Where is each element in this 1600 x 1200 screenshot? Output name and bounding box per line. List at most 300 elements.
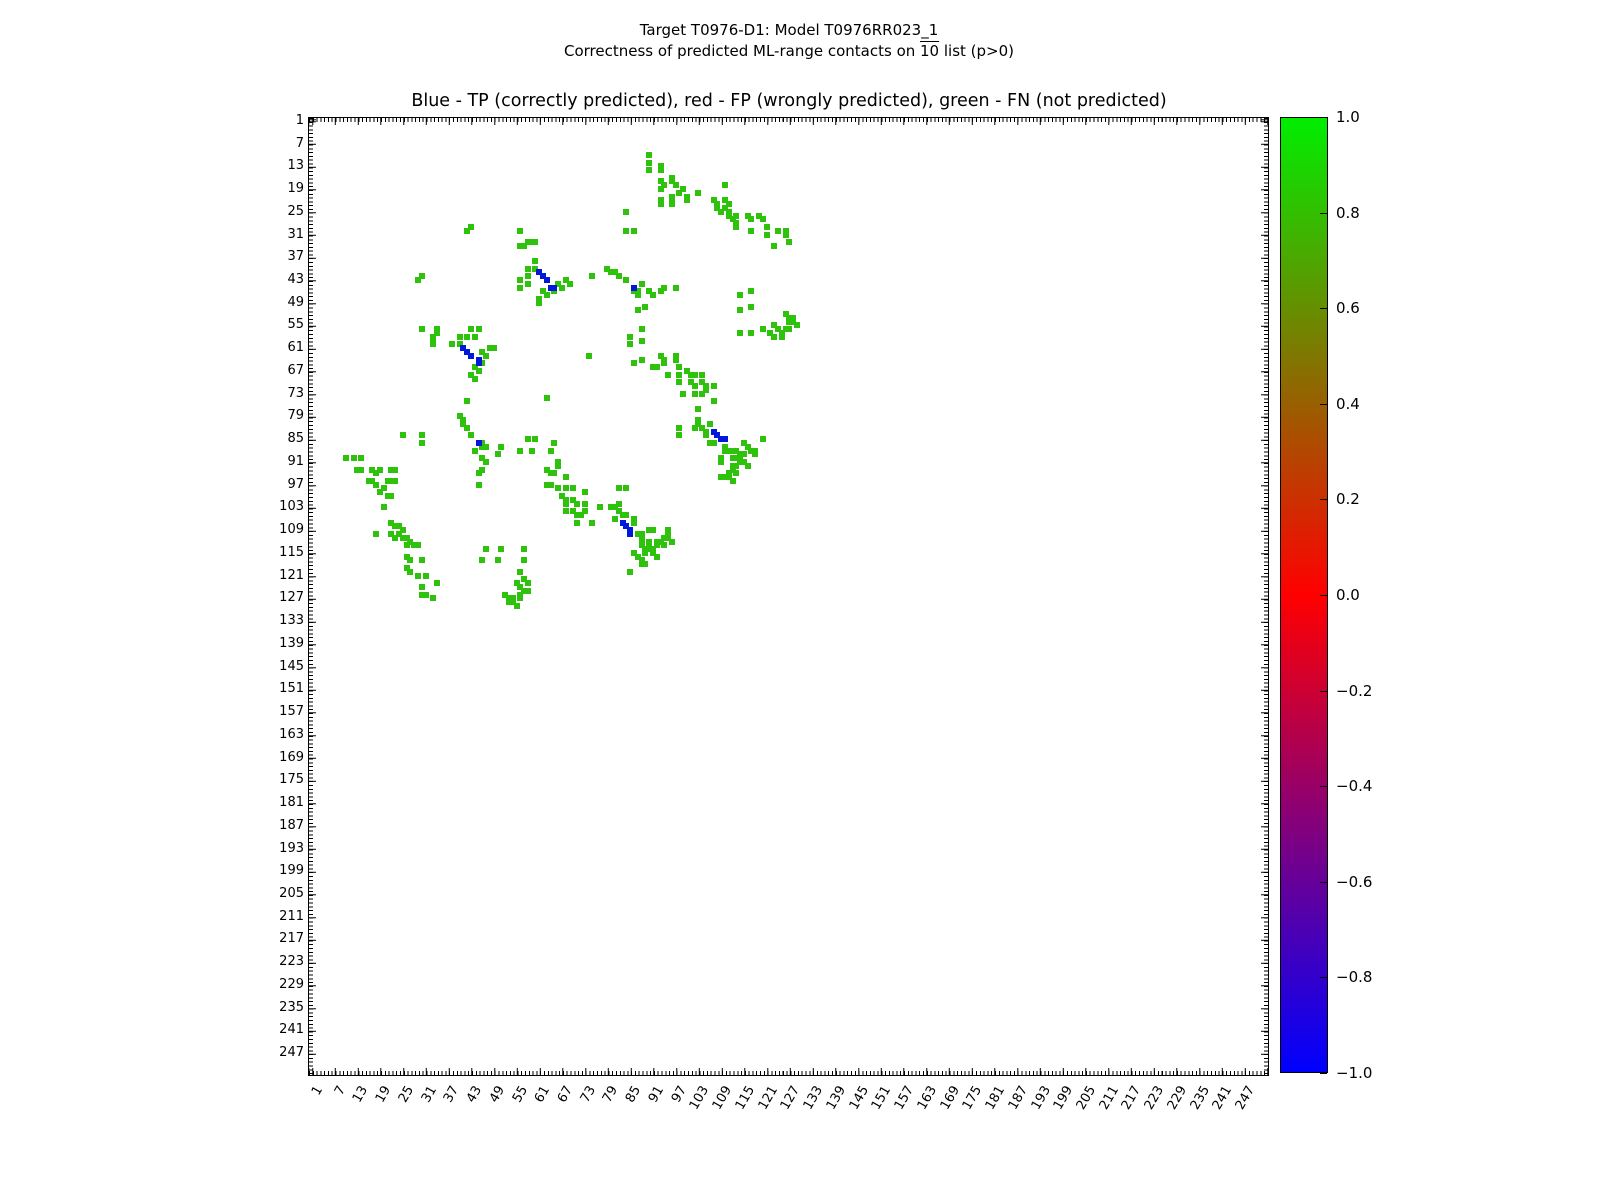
x-tick-label: 1 bbox=[308, 1083, 326, 1099]
scatter-point-fn bbox=[567, 281, 573, 287]
x-tick-label: 13 bbox=[350, 1083, 372, 1106]
y-tick-label: 229 bbox=[279, 976, 304, 992]
scatter-point-fn bbox=[718, 209, 724, 215]
y-axis-major-ticks-left bbox=[309, 118, 316, 1075]
scatter-point-fn bbox=[737, 307, 743, 313]
x-tick-label: 193 bbox=[1028, 1083, 1054, 1113]
scatter-point-fn bbox=[658, 201, 664, 207]
scatter-point-fn bbox=[517, 228, 523, 234]
scatter-point-fn bbox=[559, 285, 565, 291]
scatter-point-fn bbox=[695, 406, 701, 412]
scatter-point-fn bbox=[392, 478, 398, 484]
colorbar-tick bbox=[1320, 499, 1327, 500]
scatter-point-fn bbox=[733, 224, 739, 230]
y-tick-label: 109 bbox=[279, 522, 304, 538]
scatter-point-fn bbox=[563, 485, 569, 491]
scatter-point-fn bbox=[779, 334, 785, 340]
scatter-point-fn bbox=[381, 485, 387, 491]
scatter-point-fn bbox=[771, 243, 777, 249]
y-tick-label: 37 bbox=[287, 249, 304, 265]
scatter-point-fn bbox=[574, 501, 580, 507]
scatter-point-fn bbox=[684, 197, 690, 203]
scatter-point-fn bbox=[495, 557, 501, 563]
scatter-point-fn bbox=[745, 463, 751, 469]
scatter-point-fn bbox=[532, 258, 538, 264]
scatter-point-fn bbox=[373, 531, 379, 537]
y-tick-label: 163 bbox=[279, 726, 304, 742]
scatter-point-fn bbox=[400, 527, 406, 533]
scatter-point-fn bbox=[563, 501, 569, 507]
scatter-point-fn bbox=[464, 425, 470, 431]
scatter-point-fn bbox=[430, 341, 436, 347]
scatter-point-fn bbox=[415, 573, 421, 579]
colorbar-tick bbox=[1320, 1073, 1327, 1074]
scatter-point-fn bbox=[771, 334, 777, 340]
scatter-point-fn bbox=[555, 463, 561, 469]
y-tick-label: 151 bbox=[279, 681, 304, 697]
y-tick-label: 67 bbox=[287, 362, 304, 378]
scatter-point-fn bbox=[419, 326, 425, 332]
scatter-point-fn bbox=[468, 224, 474, 230]
scatter-point-fn bbox=[627, 334, 633, 340]
scatter-point-fn bbox=[775, 228, 781, 234]
scatter-point-fn bbox=[544, 395, 550, 401]
scatter-point-fn bbox=[506, 599, 512, 605]
x-tick-label: 151 bbox=[869, 1083, 895, 1113]
scatter-point-fn bbox=[525, 266, 531, 272]
scatter-point-fn bbox=[703, 387, 709, 393]
scatter-point-fn bbox=[786, 239, 792, 245]
colorbar-tick-label: −0.8 bbox=[1336, 968, 1373, 987]
scatter-point-fn bbox=[476, 470, 482, 476]
scatter-point-fn bbox=[457, 334, 463, 340]
x-tick-label: 199 bbox=[1050, 1083, 1077, 1113]
x-tick-label: 43 bbox=[463, 1083, 486, 1106]
y-tick-label: 181 bbox=[279, 795, 304, 810]
x-tick-label: 133 bbox=[800, 1083, 827, 1113]
scatter-point-fn bbox=[760, 326, 766, 332]
scatter-point-tp bbox=[627, 531, 633, 537]
scatter-point-fn bbox=[517, 569, 523, 575]
y-tick-label: 199 bbox=[279, 863, 304, 879]
scatter-point-tp bbox=[551, 285, 557, 291]
x-tick-label: 211 bbox=[1096, 1083, 1122, 1113]
scatter-point-fn bbox=[661, 285, 667, 291]
scatter-point-fn bbox=[646, 152, 652, 158]
scatter-point-fn bbox=[616, 273, 622, 279]
scatter-point-fn bbox=[464, 398, 470, 404]
scatter-point-fn bbox=[472, 334, 478, 340]
scatter-point-fn bbox=[464, 334, 470, 340]
scatter-point-fn bbox=[669, 201, 675, 207]
colorbar-tick bbox=[1320, 308, 1327, 309]
x-tick-label: 109 bbox=[709, 1083, 736, 1113]
plot-area bbox=[308, 117, 1269, 1076]
scatter-point-fn bbox=[483, 444, 489, 450]
scatter-point-fn bbox=[351, 455, 357, 461]
scatter-point-fn bbox=[639, 281, 645, 287]
scatter-point-fn bbox=[419, 557, 425, 563]
scatter-point-fn bbox=[631, 228, 637, 234]
scatter-point-fn bbox=[525, 580, 531, 586]
x-tick-label: 229 bbox=[1164, 1083, 1191, 1113]
scatter-point-fn bbox=[419, 584, 425, 590]
y-tick-label: 97 bbox=[287, 476, 304, 492]
scatter-point-fn bbox=[582, 489, 588, 495]
y-axis-major-ticks-right bbox=[1261, 118, 1268, 1075]
scatter-point-fn bbox=[752, 451, 758, 457]
y-tick-label: 61 bbox=[287, 340, 304, 356]
scatter-point-fn bbox=[343, 455, 349, 461]
scatter-point-fn bbox=[407, 569, 413, 575]
y-tick-label: 115 bbox=[279, 544, 304, 560]
scatter-point-fn bbox=[377, 467, 383, 473]
scatter-point-fn bbox=[589, 520, 595, 526]
scatter-point-fn bbox=[733, 213, 739, 219]
y-tick-label: 31 bbox=[287, 226, 304, 242]
colorbar-tick bbox=[1320, 882, 1327, 883]
y-tick-label: 247 bbox=[279, 1045, 304, 1061]
scatter-point-fn bbox=[692, 372, 698, 378]
scatter-point-fn bbox=[563, 508, 569, 514]
scatter-point-fn bbox=[764, 232, 770, 238]
scatter-point-fn bbox=[673, 285, 679, 291]
scatter-point-fn bbox=[673, 357, 679, 363]
x-tick-label: 31 bbox=[418, 1083, 440, 1106]
scatter-point-fn bbox=[407, 557, 413, 563]
y-tick-label: 79 bbox=[287, 408, 304, 424]
scatter-point-fn bbox=[748, 330, 754, 336]
y-tick-label: 193 bbox=[279, 840, 304, 856]
scatter-point-fn bbox=[748, 216, 754, 222]
x-tick-label: 67 bbox=[554, 1083, 577, 1106]
scatter-point-fn bbox=[476, 326, 482, 332]
colorbar-tick-label: 1.0 bbox=[1336, 108, 1360, 126]
x-tick-label: 25 bbox=[395, 1083, 417, 1106]
scatter-point-fn bbox=[472, 448, 478, 454]
scatter-point-fn bbox=[468, 326, 474, 332]
scatter-point-fn bbox=[790, 315, 796, 321]
scatter-point-fn bbox=[623, 209, 629, 215]
scatter-point-fn bbox=[722, 182, 728, 188]
x-tick-label: 55 bbox=[509, 1083, 531, 1106]
scatter-point-fn bbox=[423, 573, 429, 579]
scatter-point-fn bbox=[589, 273, 595, 279]
y-tick-label: 19 bbox=[287, 181, 304, 196]
scatter-point-fn bbox=[498, 444, 504, 450]
x-tick-label: 61 bbox=[532, 1083, 554, 1106]
colorbar-tick bbox=[1320, 117, 1327, 118]
scatter-point-fn bbox=[627, 569, 633, 575]
scatter-point-fn bbox=[449, 341, 455, 347]
colorbar-tick-label: −0.6 bbox=[1336, 872, 1373, 891]
scatter-point-fn bbox=[551, 470, 557, 476]
scatter-point-fn bbox=[741, 451, 747, 457]
figure-title-line2: Correctness of predicted ML-range contacts on 10 list (p>0) bbox=[563, 42, 1015, 60]
y-tick-label: 169 bbox=[279, 749, 304, 765]
scatter-point-fn bbox=[760, 216, 766, 222]
scatter-point-fn bbox=[699, 372, 705, 378]
scatter-point-fn bbox=[639, 326, 645, 332]
scatter-point-fn bbox=[654, 542, 660, 548]
scatter-point-fn bbox=[642, 304, 648, 310]
x-tick-label: 103 bbox=[687, 1083, 713, 1113]
scatter-point-fn bbox=[635, 307, 641, 313]
scatter-point-fn bbox=[737, 330, 743, 336]
y-tick-label: 133 bbox=[279, 613, 304, 629]
x-tick-label: 19 bbox=[372, 1083, 395, 1106]
y-tick-label: 175 bbox=[279, 772, 304, 788]
overlined-10: 10 bbox=[920, 42, 940, 60]
scatter-point-fn bbox=[415, 542, 421, 548]
colorbar-tick-label: −0.4 bbox=[1336, 777, 1373, 796]
y-tick-label: 217 bbox=[279, 931, 304, 947]
axes-title: Blue - TP (correctly predicted), red - FP (wrongly predicted), green - FN (not predicted) bbox=[411, 91, 1167, 111]
x-tick-label: 115 bbox=[732, 1083, 759, 1113]
x-tick-label: 223 bbox=[1141, 1083, 1168, 1113]
scatter-point-tp bbox=[544, 277, 550, 283]
scatter-point-fn bbox=[415, 277, 421, 283]
x-tick-label: 187 bbox=[1005, 1083, 1031, 1113]
scatter-point-fn bbox=[623, 277, 629, 283]
scatter-point-fn bbox=[635, 292, 641, 298]
scatter-point-fn bbox=[521, 546, 527, 552]
scatter-point-fn bbox=[388, 493, 394, 499]
scatter-point-fn bbox=[517, 595, 523, 601]
scatter-point-fn bbox=[495, 451, 501, 457]
scatter-point-fn bbox=[525, 281, 531, 287]
scatter-point-fn bbox=[525, 273, 531, 279]
x-tick-label: 79 bbox=[600, 1083, 622, 1106]
y-tick-label: 25 bbox=[287, 203, 304, 219]
scatter-point-fn bbox=[544, 292, 550, 298]
figure-title bbox=[564, 20, 1014, 62]
y-tick-label: 205 bbox=[279, 886, 304, 901]
scatter-point-fn bbox=[794, 322, 800, 328]
scatter-point-fn bbox=[631, 520, 637, 526]
scatter-point-fn bbox=[483, 353, 489, 359]
scatter-point-fn bbox=[472, 376, 478, 382]
x-tick-label: 37 bbox=[441, 1083, 463, 1106]
x-tick-label: 7 bbox=[331, 1083, 349, 1099]
scatter-point-fn bbox=[570, 485, 576, 491]
scatter-point-fn bbox=[548, 448, 554, 454]
scatter-point-fn bbox=[707, 421, 713, 427]
scatter-point-fn bbox=[631, 360, 637, 366]
scatter-point-fn bbox=[680, 391, 686, 397]
scatter-point-tp bbox=[722, 436, 728, 442]
scatter-point-fn bbox=[476, 368, 482, 374]
scatter-point-fn bbox=[711, 383, 717, 389]
x-tick-label: 127 bbox=[778, 1083, 804, 1113]
scatter-point-tp bbox=[468, 353, 474, 359]
scatter-point-fn bbox=[616, 485, 622, 491]
x-tick-label: 85 bbox=[622, 1083, 645, 1106]
scatter-point-fn bbox=[703, 432, 709, 438]
x-tick-label: 163 bbox=[914, 1083, 940, 1113]
colorbar-tick bbox=[1320, 786, 1327, 787]
scatter-point-fn bbox=[760, 436, 766, 442]
y-tick-label: 241 bbox=[279, 1022, 304, 1038]
scatter-point-fn bbox=[358, 467, 364, 473]
scatter-point-fn bbox=[597, 504, 603, 510]
scatter-point-fn bbox=[419, 432, 425, 438]
colorbar-tick bbox=[1320, 213, 1327, 214]
figure-title-line1: Target T0976-D1: Model T0976RR023_1 bbox=[639, 21, 939, 39]
scatter-point-fn bbox=[711, 440, 717, 446]
scatter-point-fn bbox=[764, 224, 770, 230]
colorbar-tick bbox=[1320, 595, 1327, 596]
scatter-point-fn bbox=[400, 432, 406, 438]
scatter-point-fn bbox=[676, 364, 682, 370]
x-tick-label: 145 bbox=[846, 1083, 872, 1113]
scatter-point-fn bbox=[517, 448, 523, 454]
scatter-point-fn bbox=[642, 550, 648, 556]
scatter-point-fn bbox=[419, 440, 425, 446]
scatter-point-fn bbox=[582, 501, 588, 507]
scatter-point-fn bbox=[676, 432, 682, 438]
scatter-point-fn bbox=[658, 167, 664, 173]
scatter-point-fn bbox=[483, 546, 489, 552]
scatter-point-fn bbox=[669, 539, 675, 545]
scatter-point-fn bbox=[373, 482, 379, 488]
scatter-point-fn bbox=[430, 595, 436, 601]
scatter-point-fn bbox=[627, 341, 633, 347]
x-tick-label: 169 bbox=[937, 1083, 963, 1113]
scatter-point-fn bbox=[623, 485, 629, 491]
scatter-point-fn bbox=[525, 436, 531, 442]
scatter-point-fn bbox=[748, 304, 754, 310]
scatter-point-fn bbox=[483, 459, 489, 465]
scatter-point-tp bbox=[476, 360, 482, 366]
scatter-point-fn bbox=[692, 383, 698, 389]
y-tick-label: 7 bbox=[295, 135, 304, 151]
scatter-point-fn bbox=[468, 432, 474, 438]
y-tick-label: 85 bbox=[287, 431, 304, 447]
scatter-point-fn bbox=[733, 463, 739, 469]
scatter-point-fn bbox=[692, 391, 698, 397]
x-tick-label: 205 bbox=[1073, 1083, 1100, 1113]
y-tick-label: 73 bbox=[287, 385, 304, 401]
y-tick-label: 91 bbox=[287, 453, 304, 469]
x-tick-label: 97 bbox=[668, 1083, 690, 1106]
x-tick-label: 73 bbox=[577, 1083, 599, 1106]
colorbar-tick-label: 0.6 bbox=[1336, 299, 1360, 318]
scatter-point-fn bbox=[404, 542, 410, 548]
scatter-point-fn bbox=[650, 292, 656, 298]
scatter-point-fn bbox=[658, 186, 664, 192]
scatter-point-fn bbox=[586, 353, 592, 359]
scatter-point-fn bbox=[434, 580, 440, 586]
y-tick-label: 139 bbox=[279, 635, 304, 651]
x-axis-major-ticks-top bbox=[309, 118, 1268, 125]
scatter-point-fn bbox=[650, 527, 656, 533]
scatter-point-fn bbox=[578, 512, 584, 518]
scatter-point-fn bbox=[665, 372, 671, 378]
scatter-point-fn bbox=[532, 239, 538, 245]
scatter-point-fn bbox=[392, 467, 398, 473]
x-tick-label: 247 bbox=[1232, 1083, 1259, 1113]
scatter-point-fn bbox=[498, 546, 504, 552]
scatter-point-fn bbox=[563, 474, 569, 480]
scatter-point-fn bbox=[574, 520, 580, 526]
y-tick-label: 49 bbox=[287, 294, 304, 310]
scatter-point-fn bbox=[532, 436, 538, 442]
x-tick-label: 175 bbox=[960, 1083, 986, 1113]
scatter-point-fn bbox=[381, 504, 387, 510]
scatter-point-fn bbox=[695, 190, 701, 196]
scatter-point-fn bbox=[529, 448, 535, 454]
scatter-point-fn bbox=[555, 485, 561, 491]
y-tick-label: 235 bbox=[279, 999, 304, 1015]
scatter-point-fn bbox=[517, 285, 523, 291]
scatter-point-fn bbox=[673, 182, 679, 188]
scatter-point-fn bbox=[737, 292, 743, 298]
colorbar-tick-label: −1.0 bbox=[1336, 1064, 1373, 1082]
x-tick-label: 91 bbox=[645, 1083, 668, 1106]
scatter-point-fn bbox=[551, 440, 557, 446]
scatter-point-fn bbox=[623, 512, 629, 518]
x-tick-label: 235 bbox=[1187, 1083, 1213, 1113]
colorbar-tick-label: 0.4 bbox=[1336, 394, 1360, 413]
scatter-point-fn bbox=[639, 357, 645, 363]
scatter-point-fn bbox=[548, 482, 554, 488]
y-tick-label: 187 bbox=[279, 817, 304, 833]
scatter-point-fn bbox=[514, 603, 520, 609]
colorbar-tick-label: 0.8 bbox=[1336, 203, 1360, 222]
scatter-point-fn bbox=[358, 455, 364, 461]
scatter-point-fn bbox=[711, 398, 717, 404]
scatter-point-fn bbox=[661, 360, 667, 366]
y-tick-label: 13 bbox=[287, 158, 304, 174]
y-tick-label: 43 bbox=[287, 272, 304, 287]
y-tick-label: 127 bbox=[279, 590, 304, 606]
y-tick-label: 103 bbox=[279, 499, 304, 515]
scatter-point-fn bbox=[654, 364, 660, 370]
scatter-point-fn bbox=[783, 232, 789, 238]
scatter-point-fn bbox=[423, 592, 429, 598]
scatter-point-tp bbox=[631, 285, 637, 291]
colorbar-tick-label: −0.2 bbox=[1336, 681, 1373, 700]
scatter-point-fn bbox=[718, 459, 724, 465]
colorbar-tick bbox=[1320, 691, 1327, 692]
scatter-point-fn bbox=[676, 379, 682, 385]
scatter-point-fn bbox=[676, 425, 682, 431]
x-tick-label: 181 bbox=[982, 1083, 1009, 1113]
scatter-point-fn bbox=[612, 516, 618, 522]
y-tick-label: 157 bbox=[279, 704, 304, 719]
x-tick-label: 241 bbox=[1210, 1083, 1236, 1113]
scatter-point-fn bbox=[517, 277, 523, 283]
scatter-point-fn bbox=[646, 167, 652, 173]
y-tick-label: 223 bbox=[279, 954, 304, 970]
y-tick-label: 211 bbox=[279, 908, 304, 924]
x-tick-label: 217 bbox=[1119, 1083, 1145, 1113]
scatter-point-fn bbox=[639, 338, 645, 344]
y-tick-label: 1 bbox=[295, 112, 304, 128]
scatter-point-fn bbox=[748, 228, 754, 234]
scatter-point-fn bbox=[730, 478, 736, 484]
scatter-point-fn bbox=[521, 557, 527, 563]
x-tick-label: 49 bbox=[486, 1083, 508, 1106]
x-tick-label: 139 bbox=[823, 1083, 849, 1113]
colorbar-tick-label: 0.0 bbox=[1336, 586, 1360, 604]
x-tick-label: 157 bbox=[891, 1083, 918, 1113]
scatter-point-fn bbox=[748, 288, 754, 294]
colorbar-tick bbox=[1320, 404, 1327, 405]
scatter-point-fn bbox=[786, 326, 792, 332]
colorbar-tick-label: 0.2 bbox=[1336, 490, 1360, 509]
